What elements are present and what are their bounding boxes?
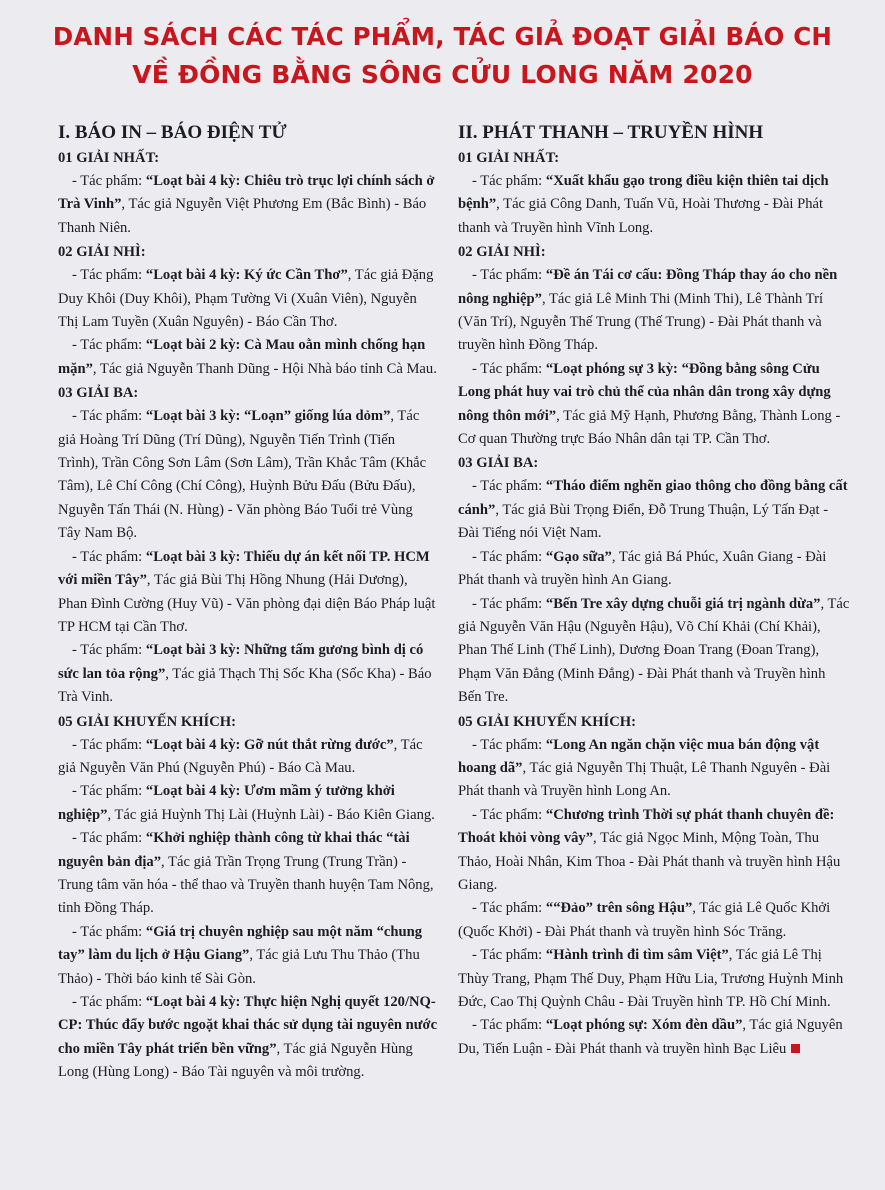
entry-prefix: - Tác phẩm: xyxy=(72,642,146,659)
entry-title: “Loạt bài 4 kỳ: Ký ức Cần Thơ” xyxy=(145,267,348,284)
entry-details: , Tác giả Công Danh, Tuấn Vũ, Hoài Thương - Đài Phát thanh và Truyền hình Vĩnh Long. xyxy=(458,196,824,236)
entry xyxy=(458,944,850,1014)
end-mark-icon xyxy=(791,1044,800,1053)
entry-details: , Tác giả Hoàng Trí Dũng (Trí Dũng), Nguyễn Tiến Trình (Tiến Trình), Trần Công Sơn Lâm (Sơn Lâm), Trần Khắc Tâm (Khắc Tâm), Lê Chí Công (Chí Công), Huỳnh Bửu Đấu (Bửu Đấu), Nguyễn Tấn Thái (N. Hùng) - Văn phòng Báo Tuổi trẻ Vùng Tây Nam Bộ. xyxy=(58,408,427,542)
entry-details: , Tác giả Lê Quốc Khởi (Quốc Khởi) - Đài Phát thanh và truyền hình Sóc Trăng. xyxy=(458,900,831,940)
entry-prefix: - Tác phẩm: xyxy=(472,173,546,189)
prize-heading: 05 GIẢI KHUYẾN KHÍCH: xyxy=(58,713,236,730)
column-print-online xyxy=(58,120,438,1085)
entry xyxy=(58,780,438,827)
section-heading: II. PHÁT THANH – TRUYỀN HÌNH xyxy=(458,122,764,143)
entry-prefix: - Tác phẩm: xyxy=(72,736,146,753)
entry-details: , Tác giả Mỹ Hạnh, Phương Bằng, Thành Long - Cơ quan Thường trực Báo Nhân dân tại TP. Cần Thơ. xyxy=(458,407,841,448)
entry-title: “Loạt bài 4 kỳ: Thực hiện Nghị quyết 120/NQ-CP: Thúc đẩy bước ngoặt khai thác sử dụng tài nguyên nước cho miền Tây phát triển bền vững” xyxy=(58,994,438,1057)
entry-details: , Tác giả Nguyễn Thị Thuật, Lê Thanh Nguyên - Đài Phát thanh và Truyền hình Long An. xyxy=(458,759,831,800)
prize-heading: 02 GIẢI NHÌ: xyxy=(458,244,546,261)
entry-title: “Xuất khẩu gạo trong điều kiện thiên tai dịch bệnh” xyxy=(458,173,829,213)
entry xyxy=(458,358,850,452)
prize-heading: 03 GIẢI BA: xyxy=(58,385,139,402)
entry-prefix: - Tác phẩm: xyxy=(472,548,546,565)
entry-title: “Loạt phóng sự: Xóm đèn dầu” xyxy=(545,1017,743,1034)
entry-details: , Tác giả Bá Phúc, Xuân Giang - Đài Phát thanh và truyền hình An Giang. xyxy=(458,548,827,589)
entry-prefix: - Tác phẩm: xyxy=(472,595,546,612)
entry-prefix: - Tác phẩm: xyxy=(72,783,146,800)
entry xyxy=(58,170,438,240)
entry-details: , Tác giả Thạch Thị Sốc Kha (Sốc Kha) - Báo Trà Vinh. xyxy=(58,665,432,706)
entry-title: “Giá trị chuyên nghiệp sau một năm “chung tay” làm du lịch ở Hậu Giang” xyxy=(58,923,422,964)
entry-prefix: - Tác phẩm: xyxy=(472,478,546,495)
entry-title: “Gạo sữa” xyxy=(545,548,612,565)
entry-details: , Tác giả Lưu Thu Thảo (Thu Thảo) - Thời báo kinh tế Sài Gòn. xyxy=(58,947,420,987)
entry xyxy=(458,264,850,358)
entry-details: , Tác giả Trần Trọng Trung (Trung Trần) - Trung tâm văn hóa - thể thao và Truyền thanh huyện Tam Nông, tỉnh Đồng Tháp. xyxy=(58,853,434,917)
entry-title: “Loạt bài 3 kỳ: “Loạn” giống lúa dỏm” xyxy=(145,408,391,425)
entry xyxy=(58,827,438,921)
title-line-2: VỀ ĐỒNG BẰNG SÔNG CỬU LONG NĂM 2020 xyxy=(132,60,753,89)
prize-heading: 01 GIẢI NHẤT: xyxy=(458,150,560,166)
prize-heading: 02 GIẢI NHÌ: xyxy=(58,244,146,261)
entry-prefix: - Tác phẩm: xyxy=(72,337,146,354)
entry-title: “Tháo điểm nghẽn giao thông cho đồng bằng cất cánh” xyxy=(458,478,848,518)
entry-details: , Tác giả Nguyễn Việt Phương Em (Bắc Bình) - Báo Thanh Niên. xyxy=(58,196,427,236)
entry-details: , Tác giả Bùi Thị Hồng Nhung (Hải Dương), Phan Đình Cường (Huy Vũ) - Văn phòng đại diện Báo Pháp luật TP HCM tại Cần Thơ. xyxy=(58,572,436,635)
entry-prefix: - Tác phẩm: xyxy=(72,173,146,189)
entry-details: , Tác giả Nguyễn Hùng Long (Hùng Long) - Báo Tài nguyên và môi trường. xyxy=(58,1040,413,1081)
entry-title: ““Đảo” trên sông Hậu” xyxy=(545,900,693,917)
entry-details: , Tác giả Ngọc Minh, Mộng Toàn, Thu Thảo, Hoài Nhân, Kim Thoa - Đài Phát thanh và truyền hình Hậu Giang. xyxy=(458,830,841,893)
entry-title: “Chương trình Thời sự phát thanh chuyên đề: Thoát khỏi vòng vây” xyxy=(458,806,835,847)
entry-details: , Tác giả Nguyễn Văn Phú (Nguyễn Phú) - Báo Cà Mau. xyxy=(58,736,423,776)
entry xyxy=(58,921,438,991)
entry xyxy=(58,334,438,381)
entry-prefix: - Tác phẩm: xyxy=(72,408,146,425)
entry-details: , Tác giả Bùi Trọng Điển, Đỗ Trung Thuận, Lý Tấn Đạt - Đài Tiếng nói Việt Nam. xyxy=(458,501,829,542)
entry-title: “Long An ngăn chặn việc mua bán động vật hoang dã” xyxy=(458,736,820,776)
entry-title: “Loạt bài 4 kỳ: Ươm mầm ý tưởng khởi nghiệp” xyxy=(58,783,395,823)
entry xyxy=(458,170,850,240)
entry-title: “Loạt bài 4 kỳ: Chiêu trò trục lợi chính sách ở Trà Vinh” xyxy=(58,173,435,213)
entry xyxy=(458,897,850,944)
entry xyxy=(58,639,438,709)
entry-prefix: - Tác phẩm: xyxy=(72,923,146,940)
entry xyxy=(58,734,438,781)
entry-prefix: - Tác phẩm: xyxy=(472,1017,546,1034)
entry-details: , Tác giả Huỳnh Thị Lài (Huỳnh Lài) - Báo Kiên Giang. xyxy=(107,806,435,823)
entry-title: “Loạt bài 2 kỳ: Cà Mau oằn mình chống hạn mặn” xyxy=(58,337,426,377)
section-heading: I. BÁO IN – BÁO ĐIỆN TỬ xyxy=(58,122,287,143)
entry-title: “Hành trình đi tìm sâm Việt” xyxy=(545,947,729,964)
entry-details: , Tác giả Đặng Duy Khôi (Duy Khôi), Phạm Tường Vi (Xuân Viên), Nguyễn Thị Lam Tuyền (Xuân Nguyên) - Báo Cần Thơ. xyxy=(58,267,434,331)
entry xyxy=(458,593,850,710)
entry-title: “Đề án Tái cơ cấu: Đồng Tháp thay áo cho nền nông nghiệp” xyxy=(458,267,838,307)
entry xyxy=(458,1014,850,1061)
entry-details: , Tác giả Lê Minh Thi (Minh Thi), Lê Thành Trí (Văn Trí), Nguyễn Thế Trung (Thế Trung) - Đài Phát thanh và truyền hình Đồng Tháp. xyxy=(458,290,823,354)
entry-prefix: - Tác phẩm: xyxy=(72,830,146,847)
entry xyxy=(58,991,438,1085)
entry-details: , Tác giả Nguyễn Văn Hậu (Nguyễn Hậu), Võ Chí Khải (Chí Khải), Phan Thế Linh (Thế Linh), Dương Đoan Trang (Đoan Trang), Phạm Văn Đẳng (Minh Đẳng) - Đài Phát thanh và Truyền hình Bến Tre. xyxy=(458,595,850,706)
entry-details: , Tác giả Nguyên Du, Tiến Luận - Đài Phát thanh và truyền hình Bạc Liêu xyxy=(458,1017,843,1057)
entry-details: , Tác giả Lê Thị Thùy Trang, Phạm Thế Duy, Phạm Hữu Lia, Trương Huỳnh Minh Đức, Cao Thị Quỳnh Châu - Đài Truyền hình TP. Hồ Chí Minh. xyxy=(458,947,844,1010)
entry-title: “Loạt bài 4 kỳ: Gỡ nút thắt rừng đước” xyxy=(145,736,394,753)
entry-details: , Tác giả Nguyễn Thanh Dũng - Hội Nhà báo tỉnh Cà Mau. xyxy=(92,360,437,377)
prize-heading: 03 GIẢI BA: xyxy=(458,455,539,472)
page-title xyxy=(0,18,885,94)
entry-title: “Loạt bài 3 kỳ: Những tấm gương bình dị có sức lan tỏa rộng” xyxy=(58,642,424,682)
entry-prefix: - Tác phẩm: xyxy=(72,994,146,1010)
entry-title: “Bến Tre xây dựng chuỗi giá trị ngành dừa” xyxy=(545,595,821,612)
entry xyxy=(458,804,850,898)
entry-title: “Khởi nghiệp thành công từ khai thác “tài nguyên bản địa” xyxy=(58,830,410,870)
entry-prefix: - Tác phẩm: xyxy=(472,806,546,823)
entry xyxy=(58,264,438,334)
entry-prefix: - Tác phẩm: xyxy=(72,548,146,565)
entry xyxy=(58,546,438,640)
entry xyxy=(458,546,850,593)
entry-prefix: - Tác phẩm: xyxy=(72,267,146,284)
prize-heading: 05 GIẢI KHUYẾN KHÍCH: xyxy=(458,713,636,730)
entry xyxy=(58,405,438,545)
entry-prefix: - Tác phẩm: xyxy=(472,360,546,377)
entry-prefix: - Tác phẩm: xyxy=(472,947,546,964)
entry-title: “Loạt bài 3 kỳ: Thiếu dự án kết nối TP. HCM với miền Tây” xyxy=(58,548,430,589)
column-radio-television xyxy=(458,120,850,1061)
entry-prefix: - Tác phẩm: xyxy=(472,267,546,284)
entry-title: “Loạt phóng sự 3 kỳ: “Đồng bằng sông Cửu Long phát huy vai trò chủ thể của nhân dân trong xây dựng nông thôn mới” xyxy=(458,360,831,424)
entry-prefix: - Tác phẩm: xyxy=(472,736,546,753)
prize-heading: 01 GIẢI NHẤT: xyxy=(58,150,160,166)
entry xyxy=(458,734,850,804)
entry xyxy=(458,475,850,545)
entry-prefix: - Tác phẩm: xyxy=(472,900,546,917)
title-line-1: DANH SÁCH CÁC TÁC PHẨM, TÁC GIẢ ĐOẠT GIẢI BÁO CH xyxy=(52,22,833,51)
